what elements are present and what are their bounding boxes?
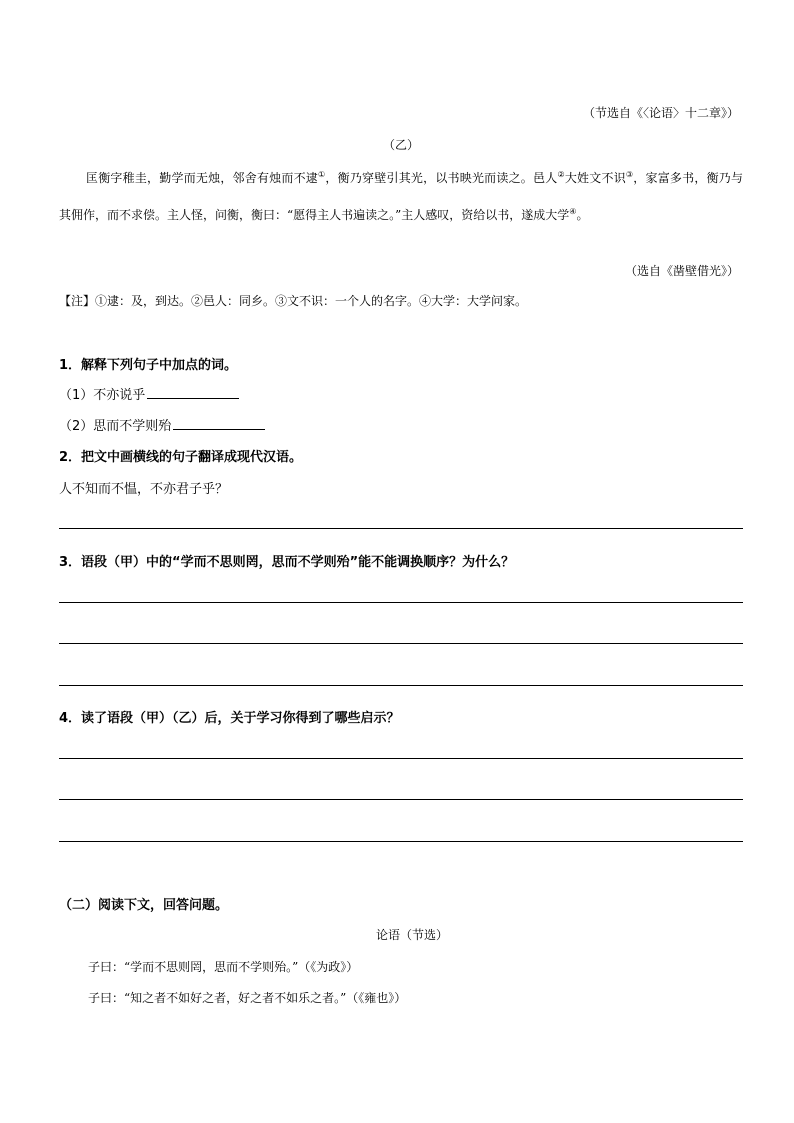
question-1-item-2 (59, 415, 265, 434)
question-1-item-2-text: （2）思而不学则殆 (59, 419, 172, 434)
passage-b-text-part3: 大姓文不识 (564, 171, 626, 185)
question-2-sentence: 人不知而不愠，不亦君子乎？ (59, 482, 229, 497)
question-1-item-1 (59, 384, 239, 403)
footnote-mark-4: ④ (569, 207, 577, 216)
footnote-mark-2: ② (557, 170, 565, 179)
answer-blank-1[interactable] (147, 385, 239, 399)
answer-line-q4-1[interactable] (59, 758, 743, 759)
passage-b-text-part2: ，衡乃穿壁引其光，以书映光而读之。邑人 (325, 171, 558, 185)
question-1-title: 1．解释下列句子中加点的词。 (59, 358, 238, 373)
footnote-mark-1: ① (318, 170, 326, 179)
answer-line-q3-1[interactable] (59, 602, 743, 603)
passage-b-label: （乙） (382, 138, 419, 152)
question-2-title: 2．把文中画横线的句子翻译成现代汉语。 (59, 450, 303, 465)
passage-b-source: （选自《凿壁借光》） (624, 264, 739, 278)
question-1-item-1-text: （1）不亦说乎 (59, 388, 146, 403)
section-2-heading: （二）阅读下文，回答问题。 (59, 898, 229, 913)
question-4-title: 4．读了语段（甲）（乙）后，关于学习你得到了哪些启示？ (59, 711, 400, 726)
section-2-title: 论语（节选） (375, 928, 448, 942)
answer-blank-2[interactable] (173, 416, 265, 430)
passage-b-text-part5: 。 (576, 208, 589, 222)
answer-line-q3-2[interactable] (59, 643, 743, 644)
section-2-line-2: 子曰：“知之者不如好之者，好之者不如乐之者。”（《雍也》） (88, 991, 407, 1005)
footnote-mark-3: ③ (625, 170, 634, 179)
answer-line-q3-3[interactable] (59, 685, 743, 686)
answer-line-q4-2[interactable] (59, 799, 743, 800)
passage-b-notes: 【注】①逮：及，到达。②邑人：同乡。③文不识：一个人的名字。④大学：大学问家。 (59, 294, 528, 308)
passage-a-source: （节选自《〈论语〉十二章》） (582, 106, 739, 120)
passage-b-text (59, 158, 743, 232)
passage-b-text-part1: 匡衡字稚圭，勤学而无烛，邻舍有烛而不逮 (86, 171, 319, 185)
answer-line-q2[interactable] (59, 528, 743, 529)
answer-line-q4-3[interactable] (59, 841, 743, 842)
passage-b-text-part4: ，家富多书，衡乃与其佣作，而不求偿。主人怪，问衡，衡曰：“愿得主人书遍读之。”主人感叹，资给以书，遂成大学 (59, 171, 743, 222)
section-2-line-1: 子曰：“学而不思则罔，思而不学则殆。”（《为政》） (88, 960, 359, 974)
question-3-title: 3．语段（甲）中的“学而不思则罔，思而不学则殆”能不能调换顺序？为什么？ (59, 555, 515, 570)
